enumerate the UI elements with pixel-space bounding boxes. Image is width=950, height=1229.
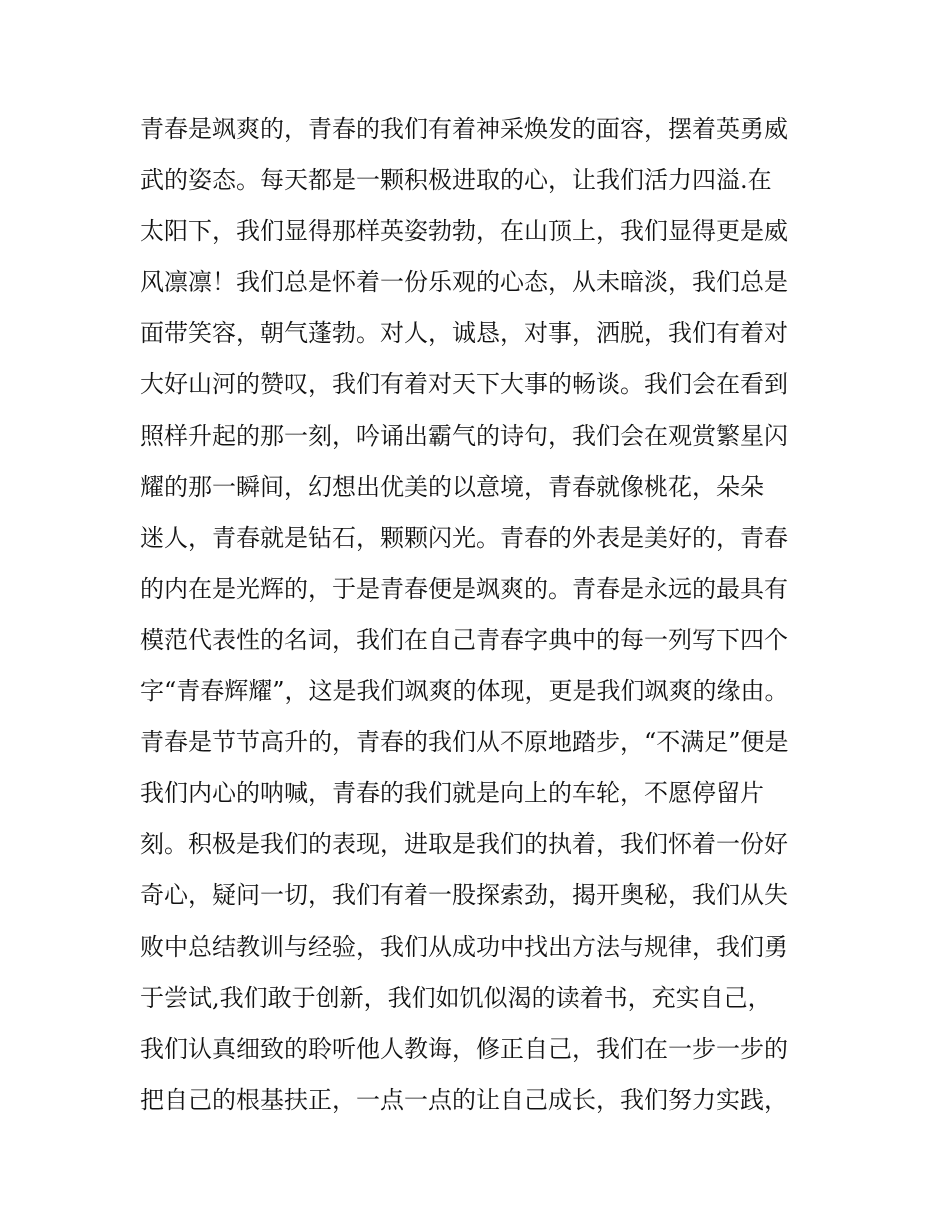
text-line: 字“青春辉耀”，这是我们飒爽的体现，更是我们飒爽的缘由。 (140, 677, 789, 706)
text-line: 大好山河的赞叹，我们有着对天下大事的畅谈。我们会在看到 (140, 370, 788, 399)
text-line: 面带笑容，朝气蓬勃。对人，诚恳，对事，洒脱，我们有着对 (140, 319, 788, 348)
text-line: 的内在是光辉的，于是青春便是飒爽的。青春是永远的最具有 (140, 574, 788, 603)
text-line: 青春是节节高升的，青春的我们从不原地踏步，“不满足”便是 (140, 728, 789, 757)
text-line: 照样升起的那一刻，吟诵出霸气的诗句，我们会在观赏繁星闪 (140, 421, 788, 450)
body-text (140, 104, 820, 1126)
text-line: 我们认真细致的聆听他人教诲，修正自己，我们在一步一步的 (140, 1034, 788, 1063)
text-line: 风凛凛！我们总是怀着一份乐观的心态，从未暗淡，我们总是 (140, 268, 788, 297)
text-line: 耀的那一瞬间，幻想出优美的以意境，青春就像桃花，朵朵 (140, 472, 764, 501)
text-line: 太阳下，我们显得那样英姿勃勃，在山顶上，我们显得更是威 (140, 217, 788, 246)
text-line: 青春是飒爽的，青春的我们有着神采焕发的面容，摆着英勇威 (140, 115, 788, 143)
text-line: 武的姿态。每天都是一颗积极进取的心，让我们活力四溢.在 (140, 166, 772, 195)
text-line: 刻。积极是我们的表现，进取是我们的执着，我们怀着一份好 (140, 830, 788, 859)
text-line: 我们内心的呐喊，青春的我们就是向上的车轮，不愿停留片 (140, 779, 764, 808)
text-line: 模范代表性的名词，我们在自己青春字典中的每一列写下四个 (140, 625, 788, 654)
text-line: 把自己的根基扶正，一点一点的让自己成长，我们努力实践， (140, 1085, 788, 1114)
text-line: 于尝试,我们敢于创新，我们如饥似渴的读着书，充实自己， (140, 983, 772, 1012)
text-line: 败中总结教训与经验，我们从成功中找出方法与规律，我们勇 (140, 932, 788, 961)
text-line: 奇心，疑问一切，我们有着一股探索劲，揭开奥秘，我们从失 (140, 881, 788, 910)
text-line: 迷人，青春就是钻石，颗颗闪光。青春的外表是美好的，青春 (140, 523, 788, 552)
